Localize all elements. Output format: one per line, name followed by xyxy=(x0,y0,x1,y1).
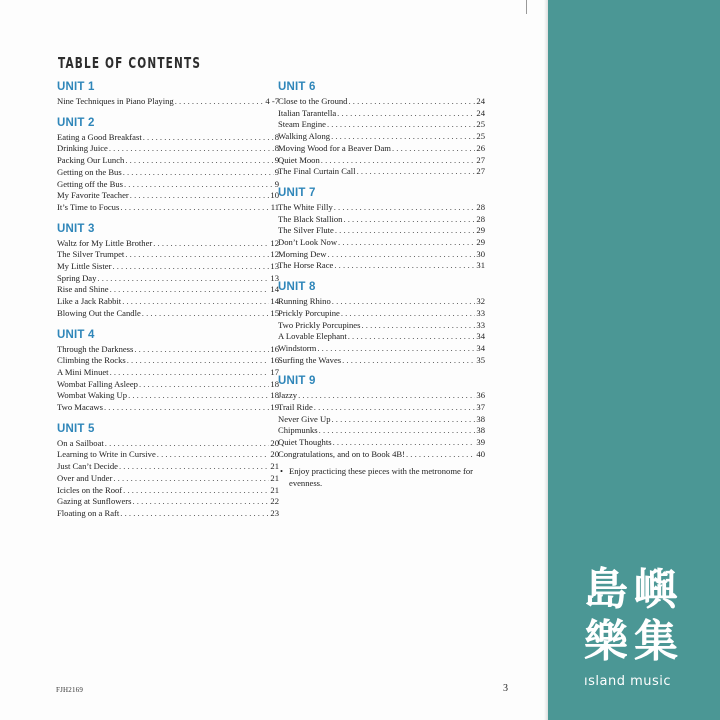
dot-leader xyxy=(343,214,475,226)
entry-page: 20 xyxy=(270,449,279,460)
toc-entry xyxy=(57,344,279,356)
entry-title: My Little Sister xyxy=(57,261,112,272)
dot-leader xyxy=(120,202,269,214)
entry-title: Just Can’t Decide xyxy=(57,461,118,472)
toc-entry xyxy=(57,132,279,144)
unit-heading: UNIT 7 xyxy=(278,186,316,199)
crop-mark xyxy=(526,0,527,14)
entry-page: 33 xyxy=(476,307,485,318)
entry-page: 21 xyxy=(270,484,279,495)
entry-page: 24 xyxy=(476,96,485,106)
dot-leader xyxy=(110,284,270,296)
entry-title: The Silver Flute xyxy=(278,225,334,236)
toc-unit xyxy=(278,374,485,460)
dot-leader xyxy=(319,425,476,437)
entry-title: The Silver Trumpet xyxy=(57,249,125,260)
entry-page: 34 xyxy=(476,342,485,353)
entry-page: 27 xyxy=(476,166,485,177)
entry-page: 26 xyxy=(476,142,485,153)
entry-title: Two Prickly Porcupines xyxy=(278,319,361,330)
dot-leader xyxy=(122,296,269,308)
dot-leader xyxy=(342,355,475,367)
toc-entry xyxy=(57,143,279,155)
dot-leader xyxy=(139,379,269,391)
entry-title: Close to the Ground xyxy=(278,96,348,106)
toc-unit xyxy=(278,80,485,178)
unit-heading: UNIT 4 xyxy=(57,328,95,341)
island-music-logo xyxy=(584,564,694,694)
entry-page: 10 xyxy=(270,190,279,201)
entry-title: Jazzy xyxy=(278,390,298,401)
toc-entry xyxy=(57,496,279,508)
toc-entry xyxy=(57,449,279,461)
unit-heading: UNIT 5 xyxy=(57,422,95,435)
dot-leader xyxy=(348,331,476,343)
entry-page: 38 xyxy=(476,413,485,424)
dot-leader xyxy=(327,249,475,261)
entry-title: Chipmunks xyxy=(278,425,318,436)
entry-title: Over and Under xyxy=(57,472,113,483)
toc-entry xyxy=(57,473,279,485)
entry-page: 24 xyxy=(476,107,485,118)
entry-page: 21 xyxy=(270,472,279,483)
entry-page: 13 xyxy=(270,272,279,283)
entry-page: 14 xyxy=(270,296,279,307)
toc-entry xyxy=(278,320,485,332)
toc-entry xyxy=(278,425,485,437)
dot-leader xyxy=(332,296,476,308)
entry-page: 12 xyxy=(270,237,279,248)
entry-page: 8 xyxy=(274,143,279,154)
dot-leader xyxy=(113,473,269,485)
toc-entry xyxy=(278,260,485,272)
entry-page: 28 xyxy=(476,201,485,212)
entry-title: Morning Dew xyxy=(278,248,327,259)
dot-leader xyxy=(112,261,269,273)
toc-column-left xyxy=(57,80,279,528)
dot-leader xyxy=(97,273,269,285)
entry-title: Eating a Good Breakfast xyxy=(57,131,142,142)
entry-title: Congratulations, and on to Book 4B! xyxy=(278,448,405,459)
entry-title: A Lovable Elephant xyxy=(278,331,347,342)
toc-entry xyxy=(57,238,279,250)
entry-page: 29 xyxy=(476,225,485,236)
entry-page: 4 -7 xyxy=(265,96,279,106)
entry-title: It’s Time to Focus xyxy=(57,201,120,212)
toc-entry xyxy=(278,331,485,343)
toc-entry xyxy=(278,225,485,237)
entry-title: Getting off the Bus xyxy=(57,178,123,189)
dot-leader xyxy=(123,485,269,497)
toc-unit xyxy=(57,80,279,108)
entry-title: Quiet Thoughts xyxy=(278,437,332,448)
unit-heading: UNIT 3 xyxy=(57,222,95,235)
entry-title: Surfing the Waves xyxy=(278,354,342,365)
dot-leader xyxy=(298,390,475,402)
entry-page: 28 xyxy=(476,213,485,224)
entry-title: On a Sailboat xyxy=(57,437,104,448)
toc-entry xyxy=(278,296,485,308)
entry-page: 8 xyxy=(274,131,279,142)
entry-page: 18 xyxy=(270,390,279,401)
entry-page: 30 xyxy=(476,248,485,259)
entry-title: Blowing Out the Candle xyxy=(57,307,141,318)
entry-title: Wombat Falling Asleep xyxy=(57,378,138,389)
toc-entry xyxy=(278,249,485,261)
entry-title: Packing Our Lunch xyxy=(57,155,125,166)
toc-unit xyxy=(57,328,279,414)
entry-page: 17 xyxy=(270,366,279,377)
toc-entry xyxy=(57,167,279,179)
entry-title: Rise and Shine xyxy=(57,284,109,295)
entry-page: 9 xyxy=(274,155,279,166)
toc-entry xyxy=(57,261,279,273)
entry-title: Climbing the Rocks xyxy=(57,355,126,366)
entry-title: Spring Day xyxy=(57,272,97,283)
entry-title: Don’t Look Now xyxy=(278,237,338,248)
dot-leader xyxy=(109,143,274,155)
toc-entry xyxy=(278,214,485,226)
unit-heading: UNIT 6 xyxy=(278,81,316,93)
note-bullet: • xyxy=(280,466,284,476)
toc-entry xyxy=(278,166,485,178)
entry-page: 39 xyxy=(476,437,485,448)
logo-row-1: 島嶼 xyxy=(584,564,684,615)
dot-leader xyxy=(124,179,274,191)
unit-heading: UNIT 2 xyxy=(57,116,95,129)
entry-page: 9 xyxy=(274,178,279,189)
toc-entry xyxy=(278,131,485,143)
entry-page: 36 xyxy=(476,390,485,401)
entry-page: 9 xyxy=(274,166,279,177)
dot-leader xyxy=(341,308,476,320)
entry-title: Icicles on the Roof xyxy=(57,484,123,495)
entry-title: Drinking Juice xyxy=(57,143,108,154)
metronome-note xyxy=(280,466,485,489)
dot-leader xyxy=(357,166,476,178)
entry-title: Two Macaws xyxy=(57,402,103,413)
dot-leader xyxy=(175,96,265,108)
dot-leader xyxy=(361,320,475,332)
dot-leader xyxy=(338,237,475,249)
entry-page: 20 xyxy=(270,437,279,448)
page-title: TABLE OF CONTENTS xyxy=(58,54,202,72)
entry-page: 18 xyxy=(270,378,279,389)
entry-page: 16 xyxy=(270,343,279,354)
entry-page: 35 xyxy=(476,354,485,365)
dot-leader xyxy=(134,344,269,356)
dot-leader xyxy=(334,202,476,214)
dot-leader xyxy=(130,190,270,202)
note-text: Enjoy practicing these pieces with the metronome for evenness. xyxy=(289,466,473,488)
toc-entry xyxy=(57,296,279,308)
toc-entry xyxy=(278,202,485,214)
toc-entry xyxy=(278,390,485,402)
entry-page: 12 xyxy=(270,249,279,260)
dot-leader xyxy=(392,143,475,155)
unit-heading: UNIT 8 xyxy=(278,281,316,294)
dot-leader xyxy=(337,108,475,120)
toc-entry xyxy=(57,273,279,285)
dot-leader xyxy=(157,449,270,461)
toc-entry xyxy=(57,155,279,167)
dot-leader xyxy=(153,238,269,250)
dot-leader xyxy=(143,132,274,144)
entry-title: Never Give Up xyxy=(278,413,331,424)
toc-entry xyxy=(57,508,279,520)
entry-page: 37 xyxy=(476,402,485,413)
logo-chinese-characters xyxy=(584,564,694,668)
toc-entry xyxy=(278,237,485,249)
toc-entry xyxy=(57,96,279,108)
toc-entry xyxy=(57,438,279,450)
page-number: 3 xyxy=(503,683,508,694)
toc-entry xyxy=(278,155,485,167)
toc-entry xyxy=(57,402,279,414)
entry-title: Like a Jack Rabbit xyxy=(57,296,122,307)
dot-leader xyxy=(327,119,475,131)
dot-leader xyxy=(321,155,476,167)
toc-entry xyxy=(57,367,279,379)
entry-title: The Black Stallion xyxy=(278,213,343,224)
entry-title: Italian Tarantella xyxy=(278,107,337,118)
entry-title: Quiet Moon xyxy=(278,154,320,165)
logo-english-text: ısland music xyxy=(584,674,672,689)
entry-title: Through the Darkness xyxy=(57,343,134,354)
toc-entry xyxy=(57,355,279,367)
entry-title: The Final Curtain Call xyxy=(278,166,356,177)
toc-entry xyxy=(278,414,485,426)
entry-title: Learning to Write in Cursive xyxy=(57,449,156,460)
toc-entry xyxy=(278,119,485,131)
toc-entry xyxy=(278,96,485,108)
toc-entry xyxy=(278,308,485,320)
logo-row-2: 樂集 xyxy=(584,616,684,667)
entry-page: 27 xyxy=(476,154,485,165)
entry-title: Getting on the Bus xyxy=(57,166,122,177)
dot-leader xyxy=(314,402,476,414)
entry-page: 32 xyxy=(476,296,485,307)
entry-page: 31 xyxy=(476,260,485,271)
entry-title: Walking Along xyxy=(278,131,331,142)
unit-heading: UNIT 1 xyxy=(57,81,95,93)
toc-entry xyxy=(278,108,485,120)
toc-entry xyxy=(57,202,279,214)
dot-leader xyxy=(142,308,270,320)
dot-leader xyxy=(120,508,269,520)
entry-title: Waltz for My Little Brother xyxy=(57,237,153,248)
dot-leader xyxy=(104,402,269,414)
toc-entry xyxy=(57,461,279,473)
toc-entry xyxy=(57,485,279,497)
dot-leader xyxy=(348,96,475,108)
dot-leader xyxy=(132,496,269,508)
entry-page: 21 xyxy=(270,461,279,472)
dot-leader xyxy=(331,131,475,143)
toc-entry xyxy=(278,143,485,155)
entry-page: 23 xyxy=(270,507,279,518)
toc-unit xyxy=(57,116,279,214)
dot-leader xyxy=(332,414,476,426)
dot-leader xyxy=(334,260,475,272)
toc-entry xyxy=(278,402,485,414)
dot-leader xyxy=(123,167,274,179)
toc-entry xyxy=(57,379,279,391)
dot-leader xyxy=(105,438,270,450)
toc-unit xyxy=(278,280,485,366)
entry-page: 25 xyxy=(476,131,485,142)
entry-page: 25 xyxy=(476,119,485,130)
entry-title: A Mini Minuet xyxy=(57,366,109,377)
dot-leader xyxy=(127,355,270,367)
book-code: FJH2169 xyxy=(56,686,84,694)
entry-title: Steam Engine xyxy=(278,119,326,130)
toc-unit xyxy=(57,222,279,320)
toc-entry xyxy=(278,449,485,461)
toc-entry xyxy=(57,284,279,296)
toc-unit xyxy=(57,422,279,520)
entry-page: 13 xyxy=(270,261,279,272)
toc-unit xyxy=(278,186,485,272)
entry-page: 22 xyxy=(270,496,279,507)
entry-page: 14 xyxy=(270,284,279,295)
entry-title: Moving Wood for a Beaver Dam xyxy=(278,142,391,153)
entry-page: 38 xyxy=(476,425,485,436)
unit-heading: UNIT 9 xyxy=(278,375,316,388)
toc-entry xyxy=(278,437,485,449)
dot-leader xyxy=(128,390,269,402)
toc-entry xyxy=(57,249,279,261)
entry-page: 16 xyxy=(270,355,279,366)
dot-leader xyxy=(317,343,475,355)
entry-title: Trail Ride xyxy=(278,402,313,413)
entry-page: 34 xyxy=(476,331,485,342)
dot-leader xyxy=(406,449,475,461)
dot-leader xyxy=(110,367,270,379)
entry-page: 29 xyxy=(476,237,485,248)
entry-title: Wombat Waking Up xyxy=(57,390,128,401)
entry-page: 15 xyxy=(270,307,279,318)
entry-title: The White Filly xyxy=(278,201,333,212)
dot-leader xyxy=(125,249,269,261)
entry-page: 19 xyxy=(270,402,279,413)
dot-leader xyxy=(333,437,476,449)
entry-title: Nine Techniques in Piano Playing xyxy=(57,96,174,106)
toc-entry xyxy=(57,308,279,320)
entry-title: Gazing at Sunflowers xyxy=(57,496,132,507)
entry-page: 33 xyxy=(476,319,485,330)
entry-page: 11 xyxy=(270,201,279,212)
dot-leader xyxy=(119,461,269,473)
entry-title: The Horse Race xyxy=(278,260,334,271)
entry-title: Floating on a Raft xyxy=(57,507,120,518)
toc-entry xyxy=(57,390,279,402)
toc-entry xyxy=(57,190,279,202)
dot-leader xyxy=(335,225,476,237)
entry-title: Running Rhino xyxy=(278,296,331,307)
toc-column-right xyxy=(278,80,485,469)
toc-entry xyxy=(278,355,485,367)
entry-title: Prickly Porcupine xyxy=(278,307,340,318)
entry-title: Windstorm xyxy=(278,342,317,353)
dot-leader xyxy=(125,155,273,167)
toc-entry xyxy=(278,343,485,355)
toc-entry xyxy=(57,179,279,191)
entry-page: 40 xyxy=(476,448,485,459)
entry-title: My Favorite Teacher xyxy=(57,190,129,201)
